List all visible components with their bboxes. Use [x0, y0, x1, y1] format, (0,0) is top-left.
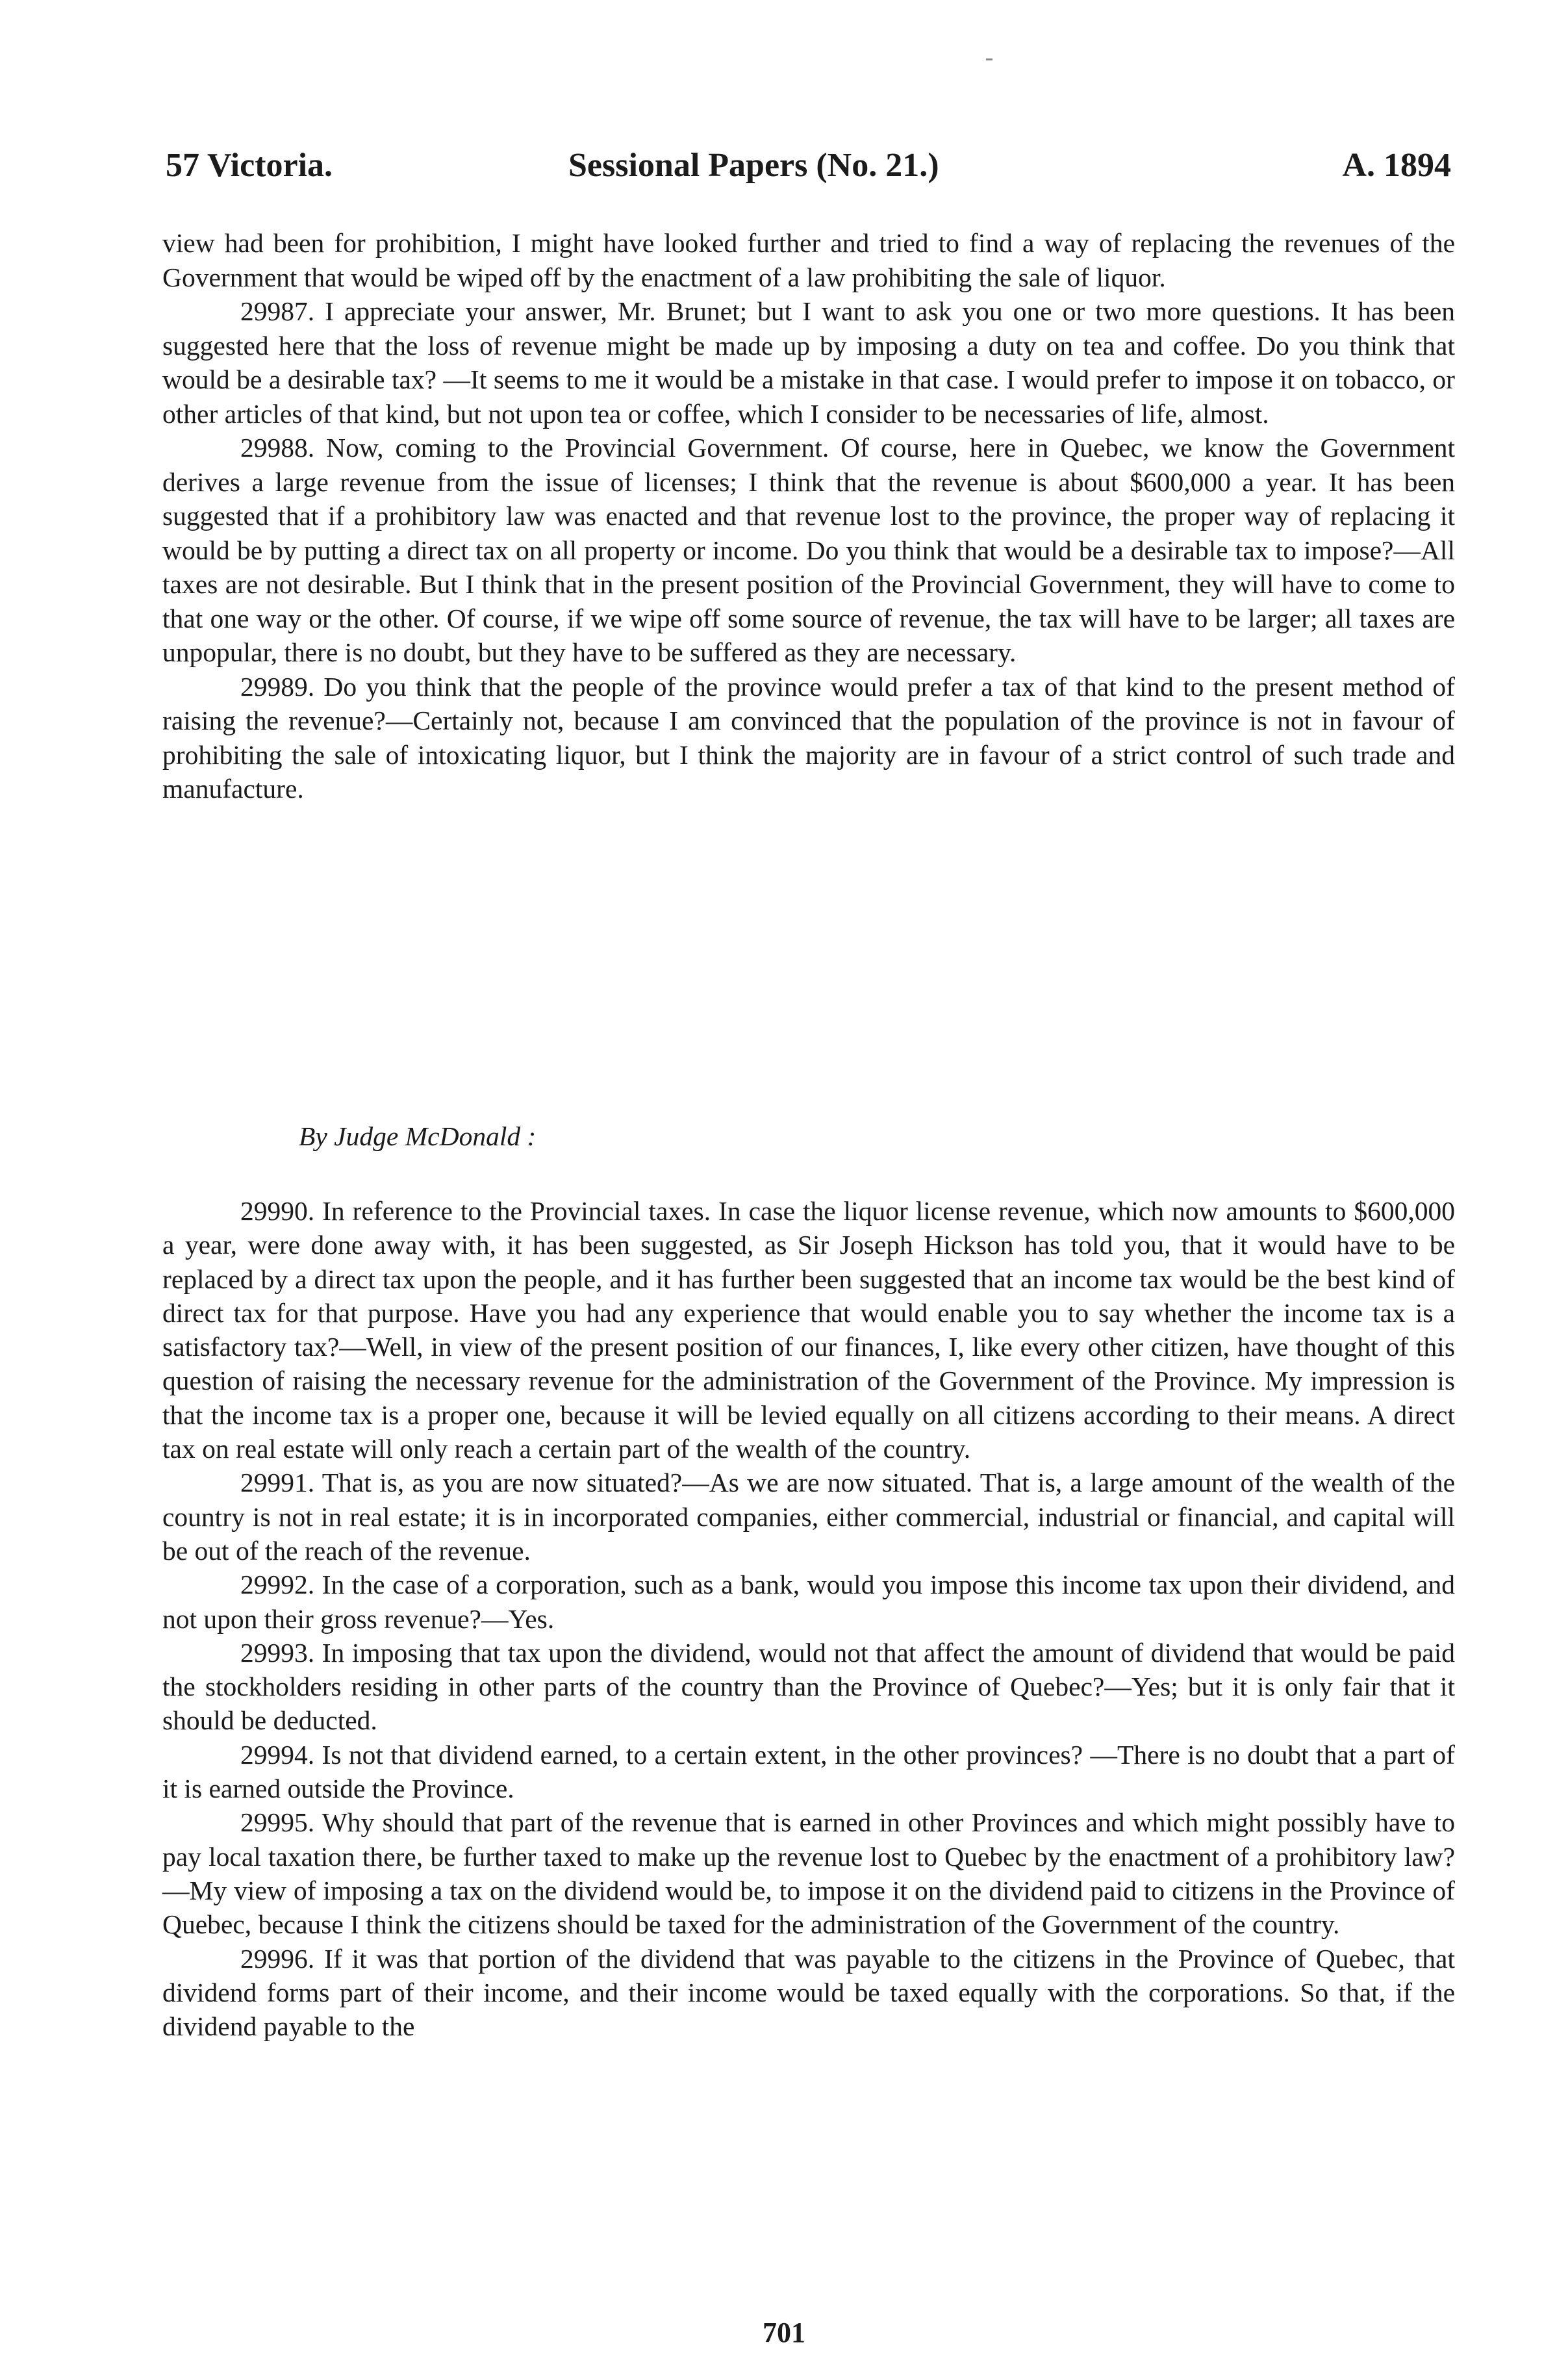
paragraph-29994: 29994. Is not that dividend earned, to a certain extent, in the other provinces? —There is no doubt that a part of it is earned outside the Province. — [162, 1739, 1455, 1804]
page-number: 701 — [763, 2317, 805, 2348]
paragraph-29987: 29987. I appreciate your answer, Mr. Brunet; but I want to ask you one or two more questions. It has been suggested here that the loss of revenue might be made up by imposing a duty on tea and coffee. Do you think that would be a desirable tax? —It seems to me it would be a mistake in that case. I would prefer to impose it on tobacco, or other articles of that kind, but not upon tea or coffee, which I consider to be necessaries of life, almost. — [162, 296, 1455, 429]
print-speck — [986, 58, 993, 60]
paragraph-29989: 29989. Do you think that the people of the province would prefer a tax of that kind to the present method of raising the revenue?—Certainly not, because I am convinced that the population of the province is not in favour of prohibiting the sale of intoxicating liquor, but I think the majority are in favour of a strict control of such trade and manufacture. — [162, 671, 1455, 804]
speaker-byline: By Judge McDonald : — [299, 1121, 537, 1151]
paragraph-29993: 29993. In imposing that tax upon the dividend, would not that affect the amount of dividend that would be paid the stockholders residing in other parts of the country than the Province of Quebec?—Yes; but it is only fair that it should be deducted. — [162, 1637, 1455, 1736]
running-header — [166, 146, 1451, 198]
header-volume: 57 Victoria. — [166, 147, 333, 184]
paragraph-29988: 29988. Now, coming to the Provincial Government. Of course, here in Quebec, we know the Government derives a large revenue from the issue of licenses; I think that the revenue is about $600,000 a year. It has been suggested that if a prohibitory law was enacted and that revenue lost to the province, the proper way of replacing it would be by putting a direct tax on all property or income. Do you think that would be a desirable tax to impose?—All taxes are not desirable. But I think that in the present position of the Provincial Government, they will have to come to that one way or the other. Of course, if we wipe off some source of revenue, the tax will have to be larger; all taxes are unpopular, there is no doubt, but they have to be suffered as they are necessary. — [162, 433, 1455, 667]
paragraph-29992: 29992. In the case of a corporation, such as a bank, would you impose this income tax upon their dividend, and not upon their gross revenue?—Yes. — [162, 1570, 1455, 1634]
paragraph-29991: 29991. That is, as you are now situated?—As we are now situated. That is, a large amount of the wealth of the country is not in real estate; it is in incorporated companies, either commercial, industrial or financial, and capital will be out of the reach of the revenue. — [162, 1468, 1455, 1566]
header-year: A. 1894 — [1342, 147, 1451, 184]
header-title: Sessional Papers (No. 21.) — [568, 147, 939, 184]
paragraph-continued: view had been for prohibition, I might have looked further and tried to find a way of replacing the revenues of the Government that would be wiped off by the enactment of a law prohibiting the sale of liquor. — [162, 228, 1455, 292]
testimony-section-2 — [162, 1194, 1455, 2043]
paragraph-29995: 29995. Why should that part of the revenue that is earned in other Provinces and which might possibly have to pay local taxation there, be further taxed to make up the revenue lost to Quebec by the enactment of a prohibitory law?—My view of imposing a tax on the dividend would be, to impose it on the dividend paid to citizens in the Province of Quebec, because I think the citizens should be taxed for the administration of the Government of the country. — [162, 1807, 1455, 1940]
testimony-section-1 — [162, 226, 1455, 806]
paragraph-29996: 29996. If it was that portion of the dividend that was payable to the citizens in the Province of Quebec, that dividend forms part of their income, and their income would be taxed equally with the corporations. So that, if the dividend payable to the — [162, 1943, 1455, 2042]
paragraph-29990: 29990. In reference to the Provincial taxes. In case the liquor license revenue, which now amounts to $600,000 a year, were done away with, it has been suggested, as Sir Joseph Hickson has told you, that it would have to be replaced by a direct tax upon the people, and it has further been suggested that an income tax would be the best kind of direct tax for that purpose. Have you had any experience that would enable you to say whether the income tax is a satisfactory tax?—Well, in view of the present position of our finances, I, like every other citizen, have thought of this question of raising the necessary revenue for the administration of the Government of the Province. My impression is that the income tax is a proper one, because it will be levied equally on all citizens according to their means. A direct tax on real estate will only reach a certain part of the wealth of the country. — [162, 1196, 1455, 1464]
